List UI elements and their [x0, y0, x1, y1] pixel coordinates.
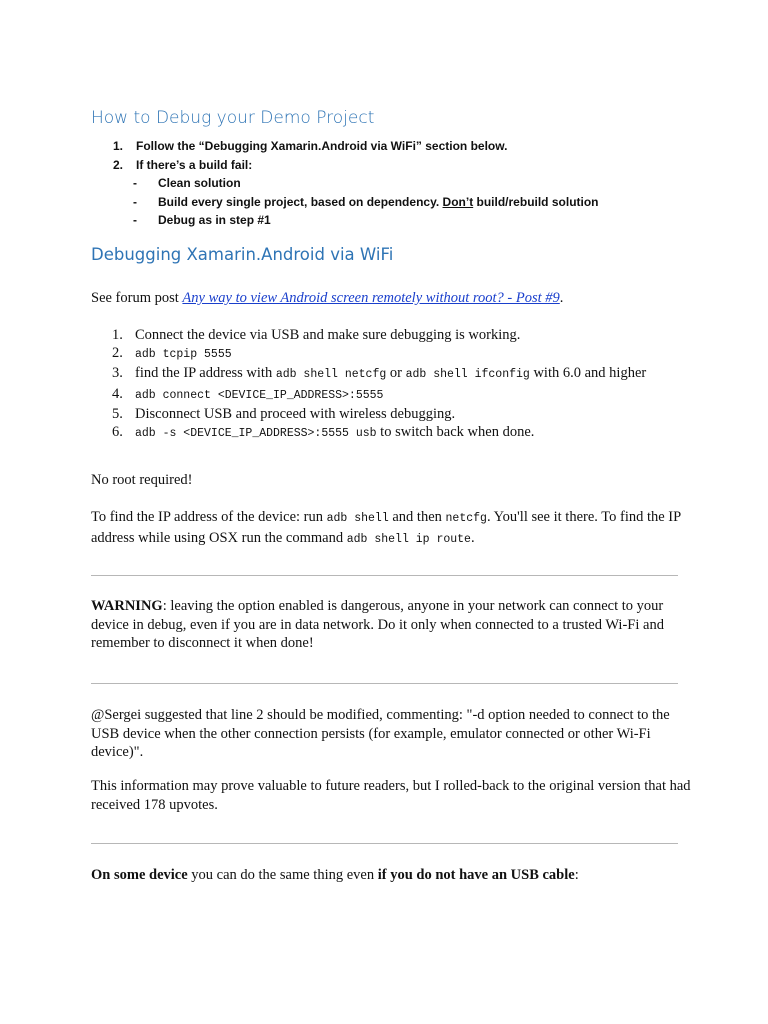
steps-list [113, 137, 599, 230]
substep-item: - Build every single project, based on dependency. Don’t build/rebuild solution [133, 194, 599, 209]
code-snippet: adb shell [326, 512, 389, 525]
find-ip-paragraph: To find the IP address of the device: run adb shell and then netcfg. You'll see it there. To find the IP address while using OSX run the command adb shell ip route. [91, 509, 681, 546]
code-snippet: adb connect <DEVICE_IP_ADDRESS>:5555 [135, 388, 384, 402]
divider [91, 575, 678, 576]
code-snippet: adb shell ifconfig [405, 368, 530, 382]
forum-post-link[interactable]: Any way to view Android screen remotely without root? - Post #9 [182, 290, 560, 306]
code-snippet: adb -s <DEVICE_IP_ADDRESS>:5555 usb [135, 427, 377, 441]
list-item: 3. find the IP address with adb shell netcfg or adb shell ifconfig with 6.0 and higher [112, 365, 647, 382]
code-snippet: adb tcpip 5555 [135, 348, 232, 362]
divider [91, 683, 678, 684]
step-item: 2. If there’s a build fail: [113, 157, 253, 172]
heading-debug-demo: How to Debug your Demo Project [91, 108, 375, 128]
code-snippet: adb shell ip route [346, 532, 471, 546]
step-item: 1. Follow the “Debugging Xamarin.Android via WiFi” section below. [113, 139, 508, 153]
heading-debugging-wifi: Debugging Xamarin.Android via WiFi [91, 245, 394, 264]
forum-paragraph: See forum post Any way to view Android screen remotely without root? - Post #9. [91, 290, 564, 306]
list-item: 6. adb -s <DEVICE_IP_ADDRESS>:5555 usb to switch back when done. [112, 424, 535, 441]
dont-underlined: Don’t [442, 194, 474, 209]
wifi-steps-list [112, 326, 672, 443]
sergei-paragraph: @Sergei suggested that line 2 should be modified, commenting: "-d option needed to connect to the USB device when the other connection persists (for example, emulator connected or other Wi-Fi device)". [91, 707, 670, 760]
no-root-text: No root required! [91, 472, 193, 488]
substep-item: - Clean solution [133, 176, 241, 190]
divider [91, 843, 678, 844]
code-snippet: adb shell netcfg [275, 368, 387, 382]
list-item: 2. adb tcpip 5555 [112, 345, 232, 362]
substep-item: - Debug as in step #1 [133, 213, 271, 227]
some-device-paragraph: On some device you can do the same thing even if you do not have an USB cable: [91, 867, 579, 883]
info-paragraph: This information may prove valuable to future readers, but I rolled-back to the original version that had received 178 upvotes. [91, 778, 691, 813]
list-item: 4. adb connect <DEVICE_IP_ADDRESS>:5555 [112, 385, 384, 402]
list-item: 1. Connect the device via USB and make sure debugging is working. [112, 327, 521, 343]
list-item: 5. Disconnect USB and proceed with wireless debugging. [112, 405, 456, 422]
code-snippet: netcfg [445, 512, 487, 525]
warning-paragraph: WARNING: leaving the option enabled is dangerous, anyone in your network can connect to your device in debug, even if you are in data network. Do it only when connected to a trusted Wi-Fi and remember to disconnect it when done! [91, 598, 664, 651]
